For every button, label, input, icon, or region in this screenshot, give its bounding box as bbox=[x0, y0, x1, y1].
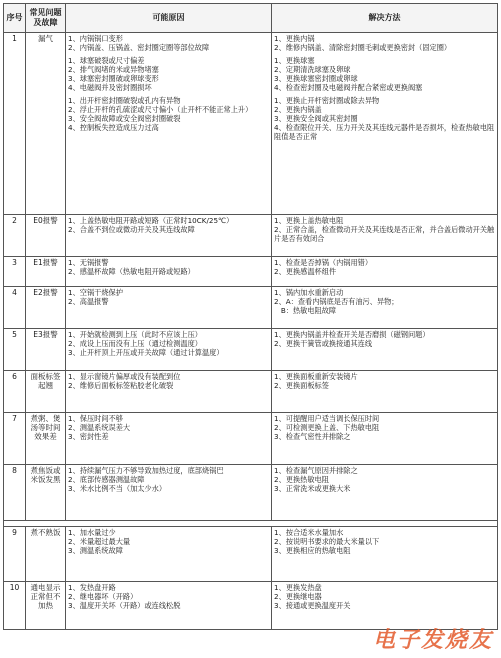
solution-line: 2、可检测更换上盖、下热敏电阻 bbox=[274, 423, 380, 432]
cause-line: 1、上盖热敏电阻开路或短路（正常时10CK/25℃） bbox=[68, 216, 234, 225]
watermark-logo: 电子发烧友 bbox=[372, 628, 493, 653]
solution-line: 2、更换内锅盖 bbox=[274, 105, 322, 114]
solution-line: 1、锅内加水重新启动 bbox=[274, 288, 344, 297]
row-causes bbox=[66, 413, 272, 465]
solution-line: 2、按说明书要求的最大米量以下 bbox=[274, 537, 380, 546]
cause-line: 2、内锅盖、压锅盖、密封圈定圈等部位故障 bbox=[68, 43, 210, 52]
row-causes bbox=[66, 287, 272, 329]
cause-line: 1、无锅报警 bbox=[68, 258, 109, 267]
row-issue: 通电显示正常但不加热 bbox=[26, 582, 66, 630]
solution-line: 1、更换止开杆密封圈或除去异物 bbox=[274, 96, 380, 105]
solution-line: 1、可提醒用户适当调长保压时间 bbox=[274, 414, 380, 423]
row-causes bbox=[66, 465, 272, 521]
cause-line: 1、加水量过少 bbox=[68, 528, 116, 537]
cause-line: 3、球塞密封圈破或卵球变形 bbox=[68, 74, 159, 83]
table-row bbox=[4, 33, 498, 215]
row-issue: E3报警 bbox=[26, 329, 66, 371]
solution-line: 3、更换安全阀或其密封圈 bbox=[274, 114, 358, 123]
row-issue: 漏气 bbox=[26, 33, 66, 215]
row-solutions bbox=[272, 287, 498, 329]
solution-line: 2、更换继电器 bbox=[274, 592, 322, 601]
header-issue: 常见问题及故障 bbox=[26, 4, 66, 33]
cause-line: 1、持续漏气压力不够导致加热过度，底部烧锅巴 bbox=[68, 466, 224, 475]
table-row bbox=[4, 527, 498, 582]
cause-line: 1、显示窗镜片偏厚或没有装配到位 bbox=[68, 372, 181, 381]
row-solutions bbox=[272, 527, 498, 582]
cause-line: 3、密封性差 bbox=[68, 432, 109, 441]
header-cause: 可能原因 bbox=[66, 4, 272, 33]
row-causes bbox=[66, 33, 272, 215]
row-solutions bbox=[272, 329, 498, 371]
solution-line: 1、更换上盖热敏电阻 bbox=[274, 216, 344, 225]
table-row bbox=[4, 371, 498, 413]
cause-line: 1、保压时间不够 bbox=[68, 414, 123, 423]
cause-line: 1、内锅锅口变形 bbox=[68, 34, 123, 43]
row-number: 6 bbox=[4, 371, 26, 413]
solution-line: 2、更换感温杯组件 bbox=[274, 267, 337, 276]
row-causes bbox=[66, 582, 272, 630]
row-issue: E1报警 bbox=[26, 257, 66, 287]
solution-line: 3、检查气密性并排除之 bbox=[274, 432, 351, 441]
cause-line: 2、底部传感器测温故障 bbox=[68, 475, 145, 484]
row-number: 4 bbox=[4, 287, 26, 329]
cause-line: 2、维修后面板标签粘胶老化破裂 bbox=[68, 381, 174, 390]
row-causes bbox=[66, 371, 272, 413]
cause-line: 2、成设上压而没有上压（通过检测温度） bbox=[68, 339, 202, 348]
row-solutions bbox=[272, 215, 498, 257]
row-number: 8 bbox=[4, 465, 26, 521]
solution-line: 2、更换面板标签 bbox=[274, 381, 329, 390]
cause-line: 2、米量超过最大量 bbox=[68, 537, 131, 546]
table-row bbox=[4, 257, 498, 287]
solution-line: 1、更换发热盘 bbox=[274, 583, 322, 592]
cause-line: 2、排气阀堵的米或异物堵塞 bbox=[68, 65, 159, 74]
solution-line: 2、A：查看内锅底是否有油污、异物； bbox=[274, 297, 399, 306]
solution-line: 2、定期清洗球塞及卵球 bbox=[274, 65, 351, 74]
solution-line: 1、按合适米水量加水 bbox=[274, 528, 344, 537]
row-solutions bbox=[272, 413, 498, 465]
solution-line: 1、更换内锅 bbox=[274, 34, 315, 43]
row-issue: 煮粥、煲汤等时间效果差 bbox=[26, 413, 66, 465]
row-causes bbox=[66, 257, 272, 287]
table-row bbox=[4, 215, 498, 257]
row-causes bbox=[66, 329, 272, 371]
table-header-row bbox=[4, 4, 498, 33]
cause-line: 3、安全阀故障或安全阀密封圈破裂 bbox=[68, 114, 181, 123]
row-causes bbox=[66, 527, 272, 582]
header-seq: 序号 bbox=[4, 4, 26, 33]
row-issue: 煮不熟饭 bbox=[26, 527, 66, 582]
cause-line: 2、感温杯故障（热敏电阻开路或短路） bbox=[68, 267, 195, 276]
row-number: 1 bbox=[4, 33, 26, 215]
header-solution: 解决方法 bbox=[272, 4, 498, 33]
cause-line: 1、出开杆密封圈破裂或孔内有异物 bbox=[68, 96, 181, 105]
cause-line: 2、浮止开杆的孔硫涩或尺寸偏小（止开杆不能正常上升） bbox=[68, 105, 253, 114]
row-number: 7 bbox=[4, 413, 26, 465]
table-row bbox=[4, 413, 498, 465]
solution-line: 3、正常洗米或更换大米 bbox=[274, 484, 351, 493]
table-body bbox=[4, 33, 498, 630]
solution-line: 1、更换球塞 bbox=[274, 56, 315, 65]
cause-line: 2、继电器坏（开路） bbox=[68, 592, 138, 601]
cause-line: 3、测温系统故障 bbox=[68, 546, 123, 555]
solution-line: 3、更换球塞密封圈或卵球 bbox=[274, 74, 358, 83]
solution-line: 4、检查限位开关、压力开关及其连线元器件是否损坏，检查热敏电阻阻值是否正常 bbox=[274, 123, 495, 141]
row-issue: E0报警 bbox=[26, 215, 66, 257]
fault-table bbox=[3, 3, 498, 630]
solution-line: 1、检查是否掉锅（内锅用错） bbox=[274, 258, 373, 267]
cause-line: 4、电磁阀并及密封圈损坏 bbox=[68, 83, 152, 92]
row-number: 9 bbox=[4, 527, 26, 582]
solution-line: 2、正常合盖，检查微动开关及其连线是否正常，并合盖后微动开关触片是否有效闭合 bbox=[274, 225, 495, 243]
solution-line: 1、更换面板重新安装镜片 bbox=[274, 372, 358, 381]
row-issue: 煮焦饭或米饭发黑 bbox=[26, 465, 66, 521]
cause-line: 3、温度开关坏（开路）或连线松脱 bbox=[68, 601, 181, 610]
cause-line: 1、空锅干烧保护 bbox=[68, 288, 123, 297]
solution-line: 3、接通或更换温度开关 bbox=[274, 601, 351, 610]
solution-line: 2、维修内锅盖、清除密封圈毛刺或更换密封（固定圈） bbox=[274, 43, 452, 52]
row-issue: E2报警 bbox=[26, 287, 66, 329]
cause-line: 1、开始就检测到上压（此时不应该上压） bbox=[68, 330, 202, 339]
row-number: 5 bbox=[4, 329, 26, 371]
cause-line: 3、米水比例不当（加太少水） bbox=[68, 484, 167, 493]
table-row bbox=[4, 287, 498, 329]
solution-line: B：热敏电阻故障 bbox=[274, 306, 337, 315]
row-solutions bbox=[272, 465, 498, 521]
cause-line: 2、合盖不到位或微动开关及其连线故障 bbox=[68, 225, 195, 234]
table-row bbox=[4, 329, 498, 371]
solution-line: 4、检查密封圈及电磁阀并配合紧密或更换阀塞 bbox=[274, 83, 423, 92]
row-solutions bbox=[272, 33, 498, 215]
row-number: 2 bbox=[4, 215, 26, 257]
row-causes bbox=[66, 215, 272, 257]
solution-line: 2、更换热敏电阻 bbox=[274, 475, 329, 484]
row-issue: 面板标签起翘 bbox=[26, 371, 66, 413]
cause-line: 1、发热盘开路 bbox=[68, 583, 116, 592]
cause-line: 3、止开杆顶上开压或开关故障（通过计算温度） bbox=[68, 348, 224, 357]
solution-line: 1、更换内锅盖并检查开关是否磨损（磁钢问题） bbox=[274, 330, 430, 339]
row-number: 3 bbox=[4, 257, 26, 287]
solution-line: 1、检查漏气原因并排除之 bbox=[274, 466, 358, 475]
table-row bbox=[4, 465, 498, 521]
cause-line: 4、控制板失控造成压力过高 bbox=[68, 123, 159, 132]
row-number: 10 bbox=[4, 582, 26, 630]
row-solutions bbox=[272, 257, 498, 287]
cause-line: 2、高温报警 bbox=[68, 297, 109, 306]
cause-line: 2、测温系统误差大 bbox=[68, 423, 131, 432]
solution-line: 2、更换干簧管或换接通其连线 bbox=[274, 339, 373, 348]
solution-line: 3、更换相应的热敏电阻 bbox=[274, 546, 351, 555]
cause-line: 1、球塞破裂或尺寸偏差 bbox=[68, 56, 145, 65]
row-solutions bbox=[272, 371, 498, 413]
